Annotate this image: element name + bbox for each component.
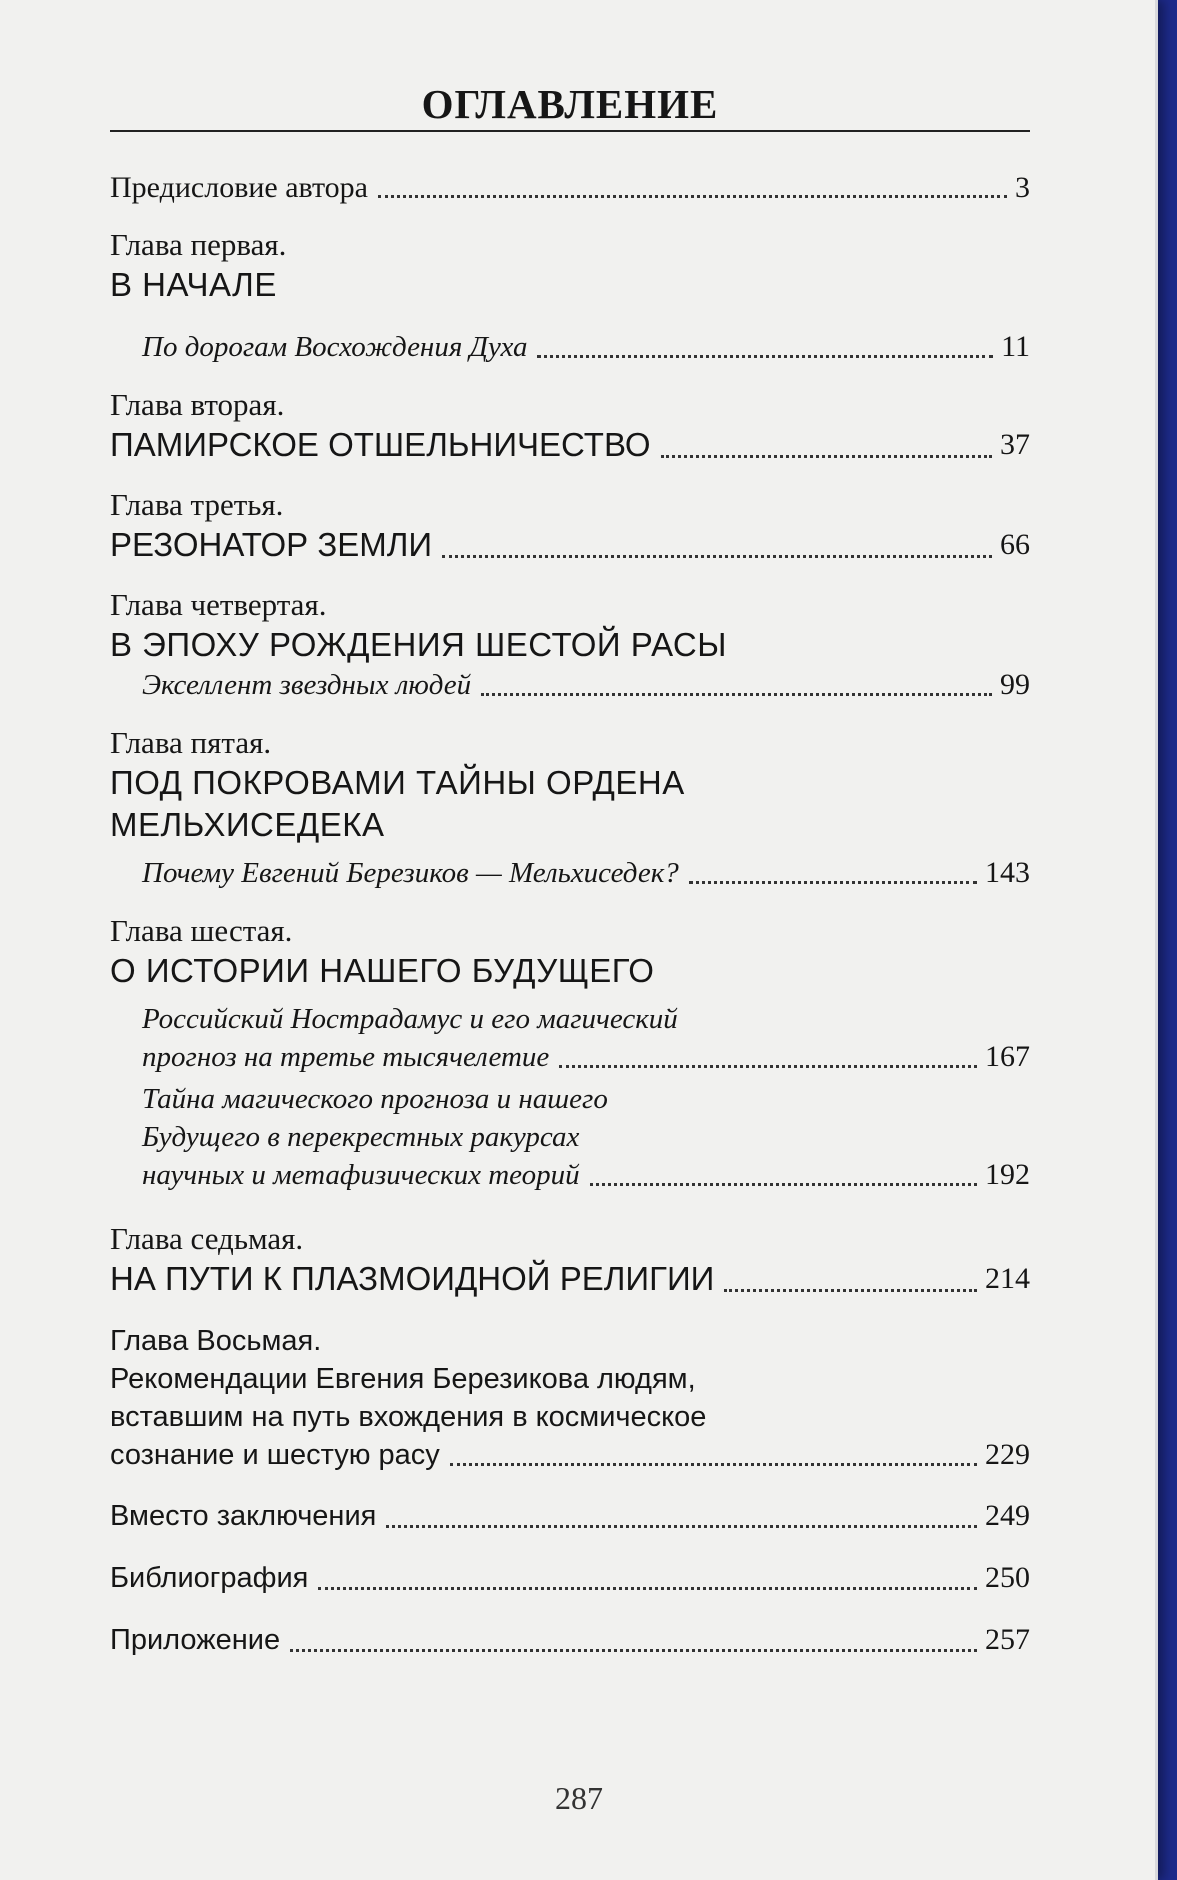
- toc-title: ОГЛАВЛЕНИЕ: [421, 81, 719, 127]
- entry-page: 192: [985, 1158, 1030, 1191]
- chapter-label: Глава первая.: [110, 227, 287, 262]
- chapter-title: ПАМИРСКОЕ ОТШЕЛЬНИЧЕСТВО: [110, 426, 651, 463]
- entry-page: 250: [985, 1561, 1030, 1594]
- toc-subentry: [110, 328, 1030, 366]
- dot-leader: [450, 1463, 977, 1466]
- toc-subentry: [110, 666, 1030, 704]
- entry-title: научных и метафизических теорий: [142, 1159, 580, 1191]
- dot-leader: [442, 555, 992, 558]
- entry-title: Вместо заключения: [110, 1500, 377, 1532]
- table-of-contents: [110, 80, 1030, 1660]
- chapter-title: В ЭПОХУ РОЖДЕНИЯ ШЕСТОЙ РАСЫ: [110, 626, 727, 663]
- entry-page: 3: [1015, 171, 1030, 204]
- dot-leader: [590, 1183, 977, 1186]
- dot-leader: [386, 1525, 977, 1528]
- entry-page: 37: [1000, 428, 1030, 461]
- entry-title: Почему Евгений Березиков — Мельхиседек?: [142, 857, 679, 889]
- chapter-label: Глава четвертая.: [110, 587, 327, 622]
- toc-entry-bibliography: [110, 1558, 1030, 1598]
- subentry-line: Тайна магического прогноза и нашего: [142, 1083, 608, 1115]
- dot-leader: [661, 455, 992, 458]
- chapter-title: В НАЧАЛЕ: [110, 266, 277, 303]
- dot-leader: [318, 1587, 977, 1590]
- entry-page: 167: [985, 1040, 1030, 1073]
- chapter-title-line: сознание и шестую расу: [110, 1439, 440, 1471]
- entry-page: 99: [1000, 668, 1030, 701]
- entry-page: 66: [1000, 528, 1030, 561]
- entry-page: 214: [985, 1262, 1030, 1295]
- toc-entry-chapter: [110, 524, 1030, 566]
- entry-title: Приложение: [110, 1624, 281, 1656]
- chapter-label: Глава пятая.: [110, 725, 272, 760]
- toc-entry-chapter: [110, 1436, 1030, 1474]
- dot-leader: [724, 1289, 977, 1292]
- subentry-line: Будущего в перекрестных ракурсах: [142, 1121, 580, 1153]
- dot-leader: [290, 1649, 977, 1652]
- toc-entry-conclusion: [110, 1496, 1030, 1536]
- entry-title: По дорогам Восхождения Духа: [142, 331, 528, 363]
- chapter-label: Глава третья.: [110, 487, 284, 522]
- page-edge: [1155, 0, 1158, 1880]
- chapter-title-line: ПОД ПОКРОВАМИ ТАЙНЫ ОРДЕНА: [110, 764, 685, 801]
- dot-leader: [559, 1065, 977, 1068]
- chapter-title: РЕЗОНАТОР ЗЕМЛИ: [110, 526, 433, 563]
- dot-leader: [378, 195, 1007, 198]
- page-number: 287: [555, 1780, 603, 1816]
- entry-page: 249: [985, 1499, 1030, 1532]
- entry-page: 229: [985, 1438, 1030, 1471]
- entry-title: Библиография: [110, 1562, 309, 1594]
- dot-leader: [537, 355, 993, 358]
- dot-leader: [481, 693, 992, 696]
- chapter-title-line: Рекомендации Евгения Березикова людям,: [110, 1363, 696, 1395]
- toc-subentry: [110, 854, 1030, 892]
- subentry-line: Российский Нострадамус и его магический: [142, 1003, 678, 1035]
- chapter-title-line: вставшим на путь вхождения в космическое: [110, 1401, 707, 1433]
- dot-leader: [689, 881, 977, 884]
- chapter-title-line: МЕЛЬХИСЕДЕКА: [110, 806, 385, 843]
- chapter-label: Глава Восьмая.: [110, 1325, 322, 1357]
- chapter-label: Глава вторая.: [110, 387, 285, 422]
- toc-entry-chapter: [110, 1258, 1030, 1300]
- entry-title: Предисловие автора: [110, 171, 368, 204]
- toc-subentry: [110, 1156, 1030, 1194]
- title-rule: [110, 130, 1030, 132]
- toc-subentry: [110, 1038, 1030, 1076]
- chapter-label: Глава шестая.: [110, 913, 293, 948]
- toc-entry-chapter: [110, 424, 1030, 466]
- chapter-title: НА ПУТИ К ПЛАЗМОИДНОЙ РЕЛИГИИ: [110, 1260, 715, 1297]
- entry-title: Экселлент звездных людей: [142, 669, 472, 701]
- entry-page: 11: [1001, 330, 1030, 363]
- chapter-title: О ИСТОРИИ НАШЕГО БУДУЩЕГО: [110, 952, 655, 989]
- entry-page: 143: [985, 856, 1030, 889]
- chapter-label: Глава седьмая.: [110, 1221, 304, 1256]
- entry-page: 257: [985, 1623, 1030, 1656]
- toc-entry-appendix: [110, 1620, 1030, 1660]
- entry-title: прогноз на третье тысячелетие: [142, 1041, 550, 1073]
- toc-entry-preface: [110, 170, 1030, 206]
